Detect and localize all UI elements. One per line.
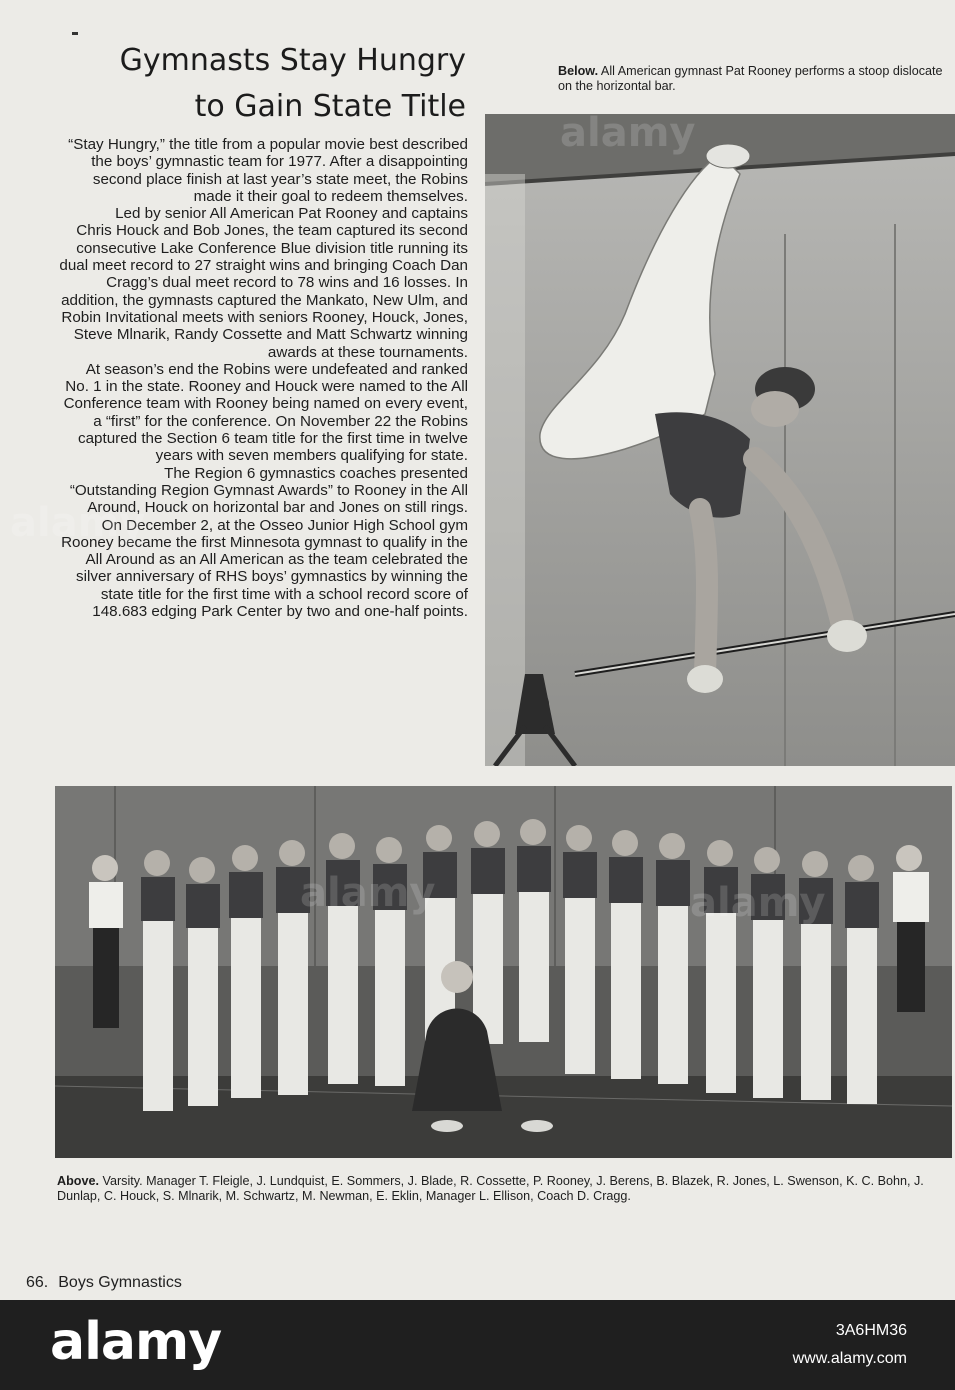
horizontal-bar-photo xyxy=(485,114,955,766)
stock-image-id: 3A6HM36 xyxy=(835,1322,907,1339)
article-paragraph: Led by senior All American Pat Rooney and captains Chris Houck and Bob Jones, the team captured its second consecutive Lake Conference Blue division title running its dual meet record to 27 straight wins and bringing Coach Dan Cragg’s dual meet record to 78 wins and 16 losses. In addition, the gymnasts captured the Mankato, New Ulm, and Robin Invitational meets with seniors Rooney, Houck, Jones, Steve Mlnarik, Randy Cossette and Matt Schwartz winning awards at these tournaments. xyxy=(59,205,468,361)
page-number: 66. xyxy=(26,1274,49,1291)
article-paragraph: At season’s end the Robins were undefeated and ranked No. 1 in the state. Rooney and Houck were named to the All Conference team with Rooney being named on every event, a “first” for the conference. On November 22 the Robins captured the Section 6 team title for the first time in twelve years with seven members qualifying for state. xyxy=(63,360,468,465)
article-paragraph: On December 2, at the Osseo Junior High School gym Rooney became the first Minnesota gymnast to qualify in the All Around as an All American as the team celebrated the silver anniversary of RHS boys’ gymnastics by winning the state title for the first time with a school record score of 148.683 edging Park Center by two and one-half points. xyxy=(61,516,468,621)
section-name: Boys Gymnastics xyxy=(58,1274,182,1291)
corner-mark xyxy=(72,32,78,35)
watermark-brand: alamy xyxy=(10,500,146,546)
stock-brand-logo: alamy xyxy=(50,1312,222,1372)
gymnast-illustration xyxy=(485,114,955,766)
headline-line-1: Gymnasts Stay Hungry xyxy=(119,43,466,78)
stock-url: www.alamy.com xyxy=(792,1350,907,1367)
caption-text: All American gymnast Pat Rooney performs a stoop dislocate on the horizontal bar. xyxy=(558,64,943,93)
article-headline xyxy=(60,38,466,130)
team-illustration xyxy=(55,786,952,1158)
article-paragraph: “Stay Hungry,” the title from a popular movie best described the boys’ gymnastic team for 1977. After a disappointing second place finish at last year’s state meet, the Robins made it their goal to redeem themselves. xyxy=(68,136,468,205)
caption-label: Above. xyxy=(57,1174,99,1188)
photo-caption-bottom xyxy=(57,1174,952,1204)
article-paragraph: The Region 6 gymnastics coaches presented “Outstanding Region Gymnast Awards” to Rooney in the All Around, Houck on horizontal bar and Jones on still rings. xyxy=(69,464,468,517)
caption-label: Below. xyxy=(558,64,599,78)
page-folio xyxy=(26,1274,182,1292)
team-photo xyxy=(55,786,952,1158)
photo-caption-top xyxy=(558,64,952,94)
headline-line-2: to Gain State Title xyxy=(194,89,466,124)
caption-text: Varsity. Manager T. Fleigle, J. Lundquist, E. Sommers, J. Blade, R. Cossette, P. Rooney, J. Berens, B. Blazek, R. Jones, L. Swenson, K. C. Bohn, J. Dunlap, C. Houck, S. Mlnarik, M. Schwartz, M. Newman, E. Eklin, Manager L. Ellison, Coach D. Cragg. xyxy=(57,1174,924,1203)
article-body xyxy=(58,136,468,620)
